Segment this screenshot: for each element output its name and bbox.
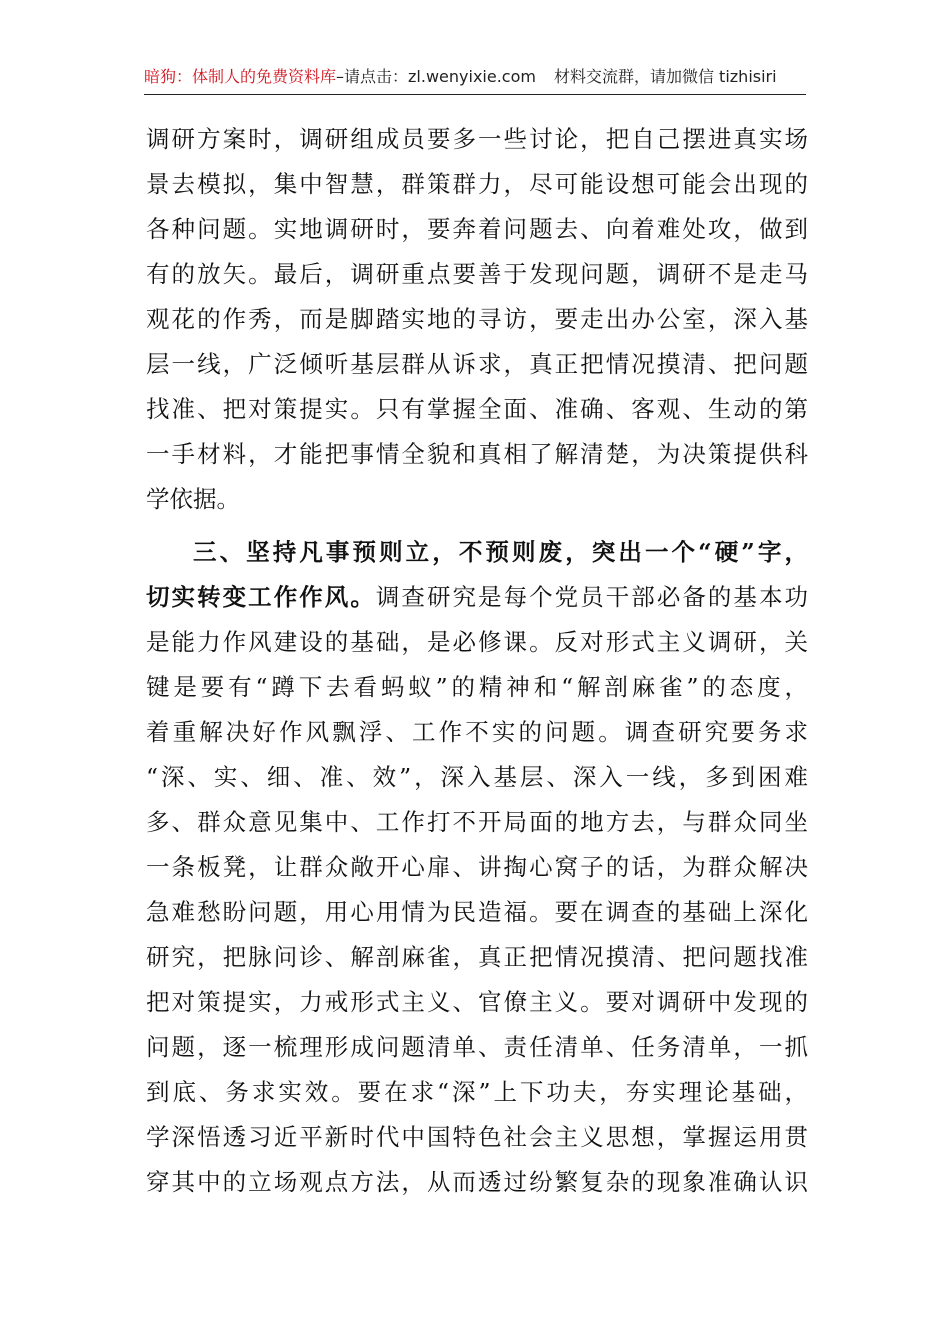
section-heading-continued: 切实转变工作作风。	[146, 583, 376, 611]
text-line: 一手材料，才能把事情全貌和真相了解清楚，为决策提供科	[146, 440, 808, 468]
text-line: 观花的作秀，而是脚踏实地的寻访，要走出办公室，深入基	[146, 305, 808, 333]
text-line: 研究，把脉问诊、解剖麻雀，真正把情况摸清、把问题找准	[146, 943, 808, 971]
header-site-name: 暗狗：体制人的免费资料库	[144, 67, 337, 86]
section-heading: 三、坚持凡事预则立，不预则废，突出一个“硬”字，	[193, 538, 808, 566]
header-wechat-note: 材料交流群，请加微信 tizhisiri	[553, 67, 777, 86]
header-divider	[144, 94, 806, 95]
section-3	[146, 530, 808, 1205]
text-line: 到底、务求实效。要在求“深”上下功夫，夯实理论基础，	[146, 1078, 808, 1106]
page-header	[144, 60, 806, 94]
text-line: 学依据。	[146, 485, 240, 513]
text-line: 学深悟透习近平新时代中国特色社会主义思想，掌握运用贯	[146, 1123, 808, 1151]
text-line: 是能力作风建设的基础，是必修课。反对形式主义调研，关	[146, 628, 808, 656]
text-line: 把对策提实，力戒形式主义、官僚主义。要对调研中发现的	[146, 988, 808, 1016]
text-line: 着重解决好作风飘浮、工作不实的问题。调查研究要务求	[146, 718, 808, 746]
text-line: 键是要有“蹲下去看蚂蚁”的精神和“解剖麻雀”的态度，	[146, 673, 808, 701]
section-body-start: 调查研究是每个党员干部必备的基本功	[375, 583, 809, 611]
text-line: “深、实、细、准、效”，深入基层、深入一线，多到困难	[146, 763, 808, 791]
text-line: 找准、把对策提实。只有掌握全面、准确、客观、生动的第	[146, 395, 808, 423]
text-line: 景去模拟，集中智慧，群策群力，尽可能设想可能会出现的	[146, 170, 808, 198]
text-line	[146, 575, 808, 620]
text-line: 有的放矢。最后，调研重点要善于发现问题，调研不是走马	[146, 260, 808, 288]
text-line: 穿其中的立场观点方法，从而透过纷繁复杂的现象准确认识	[146, 1168, 808, 1196]
text-line: 多、群众意见集中、工作打不开局面的地方去，与群众同坐	[146, 808, 808, 836]
header-url-link[interactable]: zl.wenyixie.com	[408, 67, 536, 86]
text-line: 调研方案时，调研组成员要多一些讨论，把自己摆进真实场	[146, 125, 808, 153]
header-click-prompt: –请点击：	[336, 67, 409, 86]
document-body	[146, 117, 808, 1205]
text-line: 各种问题。实地调研时，要奔着问题去、向着难处攻，做到	[146, 215, 808, 243]
text-line: 问题，逐一梳理形成问题清单、责任清单、任务清单，一抓	[146, 1033, 808, 1061]
paragraph-1	[146, 117, 808, 522]
text-line: 层一线，广泛倾听基层群从诉求，真正把情况摸清、把问题	[146, 350, 808, 378]
text-line: 一条板凳，让群众敞开心扉、讲掏心窝子的话，为群众解决	[146, 853, 808, 881]
text-line: 急难愁盼问题，用心用情为民造福。要在调查的基础上深化	[146, 898, 808, 926]
